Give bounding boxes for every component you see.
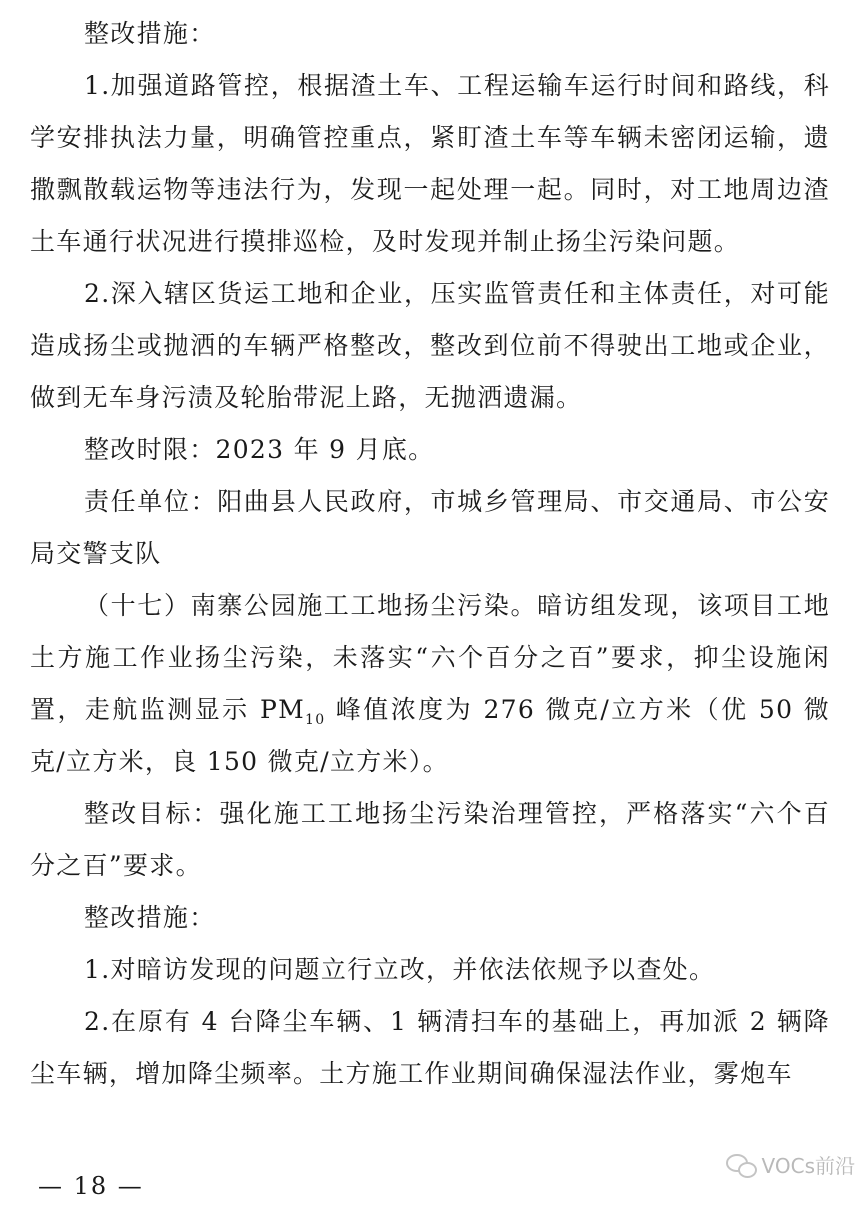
paragraph: 整改措施： [84,903,216,932]
paragraph: 1.对暗访发现的问题立行立改，并依法依规予以查处。 [84,955,716,984]
document-body [30,8,830,1100]
paragraph: 1.加强道路管控，根据渣土车、工程运输车运行时间和路线，科学安排执法力量，明确管控重点，紧盯渣土车等车辆未密闭运输，遗撒飘散载运物等违法行为，发现一起处理一起。同时，对工地周边渣土车通行状况进行摸排巡检，及时发现并制止扬尘污染问题。 [30,71,830,256]
paragraph: 责任单位：阳曲县人民政府，市城乡管理局、市交通局、市公安局交警支队 [30,487,830,568]
wechat-icon [726,1152,756,1178]
paragraph: 整改措施： [84,19,216,48]
watermark-text: VOCs前沿 [761,1154,855,1178]
page-number: — 18 — [38,1172,144,1200]
paragraph [30,580,830,788]
paragraph-text: （十七）南寨公园施工工地扬尘污染。暗访组发现，该项目工地土方施工作业扬尘污染，未落实“六个百分之百”要求，抑尘设施闲置，走航监测显示 PM [30,591,830,724]
paragraph-text: 峰值浓度为 276 微克/立方米（优 50 微克/立方米，良 150 微克/立方米）。 [30,695,831,776]
paragraph: 整改目标：强化施工工地扬尘污染治理管控，严格落实“六个百分之百”要求。 [30,799,830,880]
paragraph: 2.深入辖区货运工地和企业，压实监管责任和主体责任，对可能造成扬尘或抛洒的车辆严格整改，整改到位前不得驶出工地或企业，做到无车身污渍及轮胎带泥上路，无抛洒遗漏。 [30,279,830,412]
paragraph: 整改时限：2023 年 9 月底。 [84,435,435,464]
subscript: 10 [305,712,326,728]
paragraph: 2.在原有 4 台降尘车辆、1 辆清扫车的基础上，再加派 2 辆降尘车辆，增加降尘频率。土方施工作业期间确保湿法作业，雾炮车 [30,1007,830,1088]
watermark [726,1150,855,1179]
